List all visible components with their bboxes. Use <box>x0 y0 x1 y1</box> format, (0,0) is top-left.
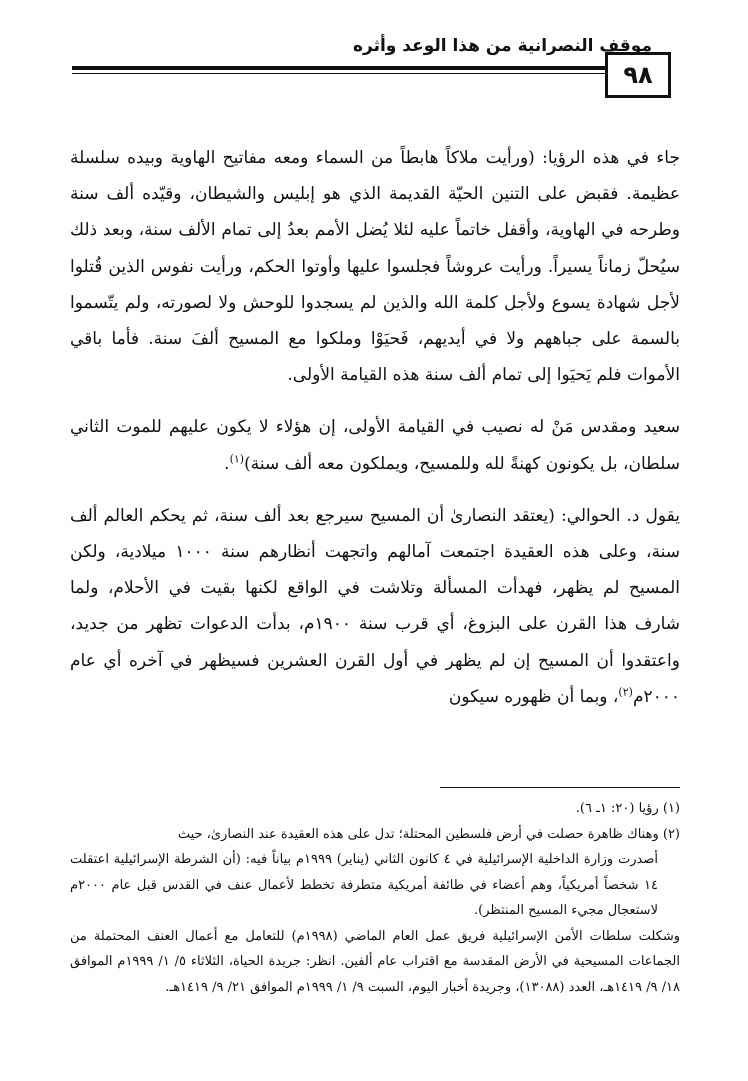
paragraph <box>70 409 680 481</box>
page-number: ٩٨ <box>605 52 671 98</box>
body-text <box>70 140 680 731</box>
paragraph <box>70 498 680 715</box>
footnote-ref-2[interactable]: (٢) <box>618 685 633 699</box>
footnote-2: (٢) وهناك ظاهرة حصلت في أرض فلسطين المحتلة؛ تدل على هذه العقيدة عند النصارىٰ، حيث <box>177 826 680 842</box>
footnote-2-continuation: وشكلت سلطات الأمن الإسرائيلية فريق عمل العام الماضي (١٩٩٨م) للتعامل مع أعمال العنف المحتملة من الجماعات المسيحية في الأرض المقدسة مع اقتراب عام ألفين. انظر: جريدة الحياة، الثلاثاء ٥/ ١/ ١٩٩٩م الموافق ١٨/ ٩/ ١٤١٩هـ، العدد (١٣٠٨٨)، وجريدة أخبار اليوم، السبت ٩/ ١/ ١٩٩٩م الموافق ٢١/ ٩/ ١٤١٩هـ. <box>70 928 680 995</box>
paragraph <box>70 140 680 393</box>
footnote-1: (١) رؤيا (٢٠: ١ـ ٦). <box>575 801 680 816</box>
header-rule <box>72 66 605 70</box>
footnote-2-body: أصدرت وزارة الداخلية الإسرائيلية في ٤ كانون الثاني (يناير) ١٩٩٩م بياناً فيه: (أن الشرطة الإسرائيلية اعتقلت ١٤ شخصاً أمريكياً، وهم أعضاء في طائفة أمريكية متطرفة تخطط لأعمال عنف في القدس قبل عام ٢٠٠٠م لاستعجال مجيء المسيح المنتظر). <box>70 852 658 918</box>
footnotes <box>70 796 680 1000</box>
paragraph-text: سعيد ومقدس مَنْ له نصيب في القيامة الأولى، إن هؤلاء لا يكون عليهم للموت الثاني سلطان، بل يكونون كهنةً لله وللمسيح، ويملكون معه ألف سنة) <box>70 417 680 474</box>
paragraph-text: جاء في هذه الرؤيا: (ورأيت ملاكاً هابطاً من السماء ومعه مفاتيح الهاوية وبيده سلسلة عظيمة. فقبض على التنين الحيّة القديمة الذي هو إبليس والشيطان، وقيّده ألف سنة وطرحه في الهاوية، وأقفل خاتماً عليه لئلا يُضل الأمم بعدُ إلى تمام الألف سنة، وبعد ذلك سيُحلّ زماناً يسيراً. ورأيت عروشاً فجلسوا عليها وأوتوا الحكم، ورأيت نفوس الذين قُتلوا لأجل شهادة يسوع ولأجل كلمة الله والذين لم يسجدوا للوحش ولا لصورته، ولم يتّسموا بالسمة على جباههم ولا في أيديهم، فَحيَوْا وملكوا مع المسيح ألفَ سنة. فأما باقي الأموات فلم يَحيَوا إلى تمام ألف سنة هذه القيامة الأولى. <box>70 148 680 386</box>
paragraph-text-tail: ، وبما أن ظهوره سيكون <box>448 686 619 707</box>
running-header-title: موقف النصرانية من هذا الوعد وأثره <box>352 36 652 56</box>
paragraph-text: يقول د. الحوالي: (يعتقد النصارىٰ أن المسيح سيرجع بعد ألف سنة، ثم يحكم العالم ألف سنة، وعلى هذه العقيدة اجتمعت آمالهم واتجهت أنظارهم سنة ١٠٠٠ ميلادية، ولكن المسيح لم يظهر، فهدأت المسألة وتلاشت في الواقع لكنها بقيت في الأحلام، ولما شارف هذا القرن على البزوغ، أي قرب سنة ١٩٠٠م، بدأت الدعوات تظهر من جديد، واعتقدوا أن المسيح إن لم يظهر في أول القرن العشرين فسيظهر في آخره أي عام ٢٠٠٠م <box>70 505 681 707</box>
footnote-separator <box>440 787 680 788</box>
paragraph-end: . <box>224 453 230 474</box>
header-rule-thin <box>72 73 605 74</box>
footnote-ref-1[interactable]: (١) <box>229 451 245 465</box>
